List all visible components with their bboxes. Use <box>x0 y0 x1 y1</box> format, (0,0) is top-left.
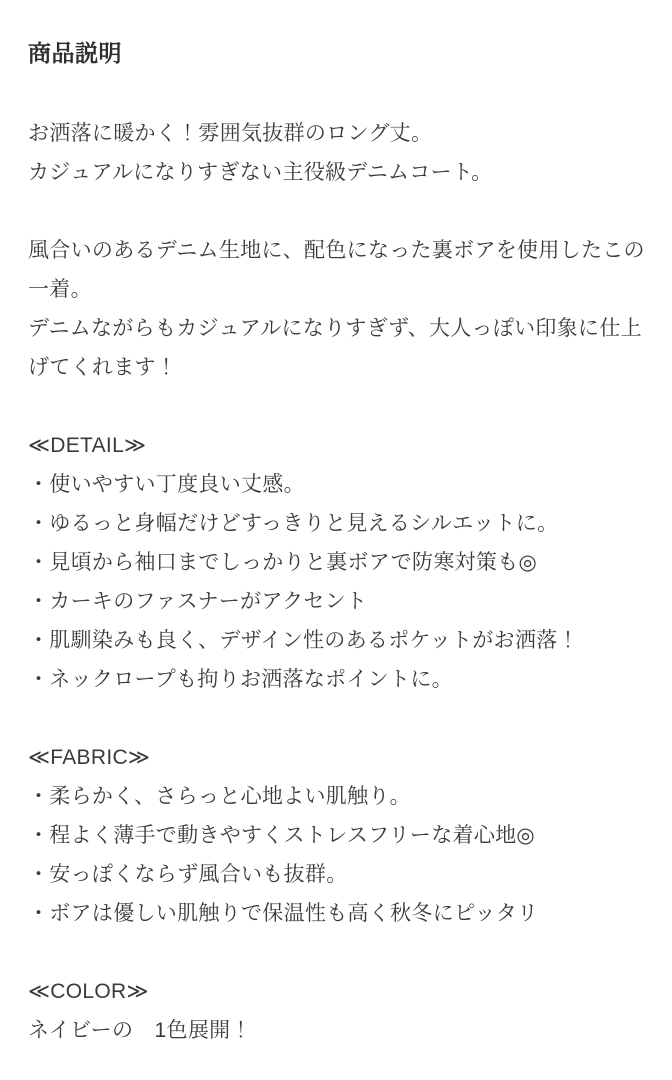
text-line: 風合いのあるデニム生地に、配色になった裏ボアを使用したこの <box>28 239 645 262</box>
section-heading: ≪FABRIC≫ <box>28 746 151 769</box>
text-line: ・程よく薄手で動きやすくストレスフリーな着心地◎ <box>28 824 536 847</box>
text-line: ・カーキのファスナーがアクセント <box>28 590 368 613</box>
text-line: 一着。 <box>28 278 92 301</box>
page-title: 商品説明 <box>28 40 122 66</box>
text-line: ・見頃から袖口までしっかりと裏ボアで防寒対策も◎ <box>28 551 538 574</box>
description-section <box>28 738 644 933</box>
section-heading: ≪COLOR≫ <box>28 980 149 1003</box>
text-line: ・安っぽくならず風合いも抜群。 <box>28 863 348 886</box>
text-line: ネイビーの 1色展開！ <box>28 1019 252 1042</box>
text-line: ・ボアは優しい肌触りで保温性も高く秋冬にピッタリ <box>28 902 539 925</box>
text-line: カジュアルになりすぎない主役級デニムコート。 <box>28 161 493 184</box>
text-line: ・肌馴染みも良く、デザイン性のあるポケットがお洒落！ <box>28 629 579 652</box>
description-section <box>28 972 644 1050</box>
description-paragraph <box>28 114 644 192</box>
text-line: げてくれます！ <box>28 356 178 379</box>
text-line: ・柔らかく、さらっと心地よい肌触り。 <box>28 785 411 808</box>
description-paragraph <box>28 231 644 387</box>
description-section <box>28 426 644 699</box>
description-body <box>28 114 644 1050</box>
text-line: ・使いやすい丁度良い丈感。 <box>28 473 305 496</box>
section-heading: ≪DETAIL≫ <box>28 434 147 457</box>
text-line: ・ネックロープも拘りお洒落なポイントに。 <box>28 668 453 691</box>
text-line: ・ゆるっと身幅だけどすっきりと見えるシルエットに。 <box>28 512 559 535</box>
text-line: お洒落に暖かく！雰囲気抜群のロング丈。 <box>28 122 433 145</box>
text-line: デニムながらもカジュアルになりすぎず、大人っぽい印象に仕上 <box>28 317 642 340</box>
